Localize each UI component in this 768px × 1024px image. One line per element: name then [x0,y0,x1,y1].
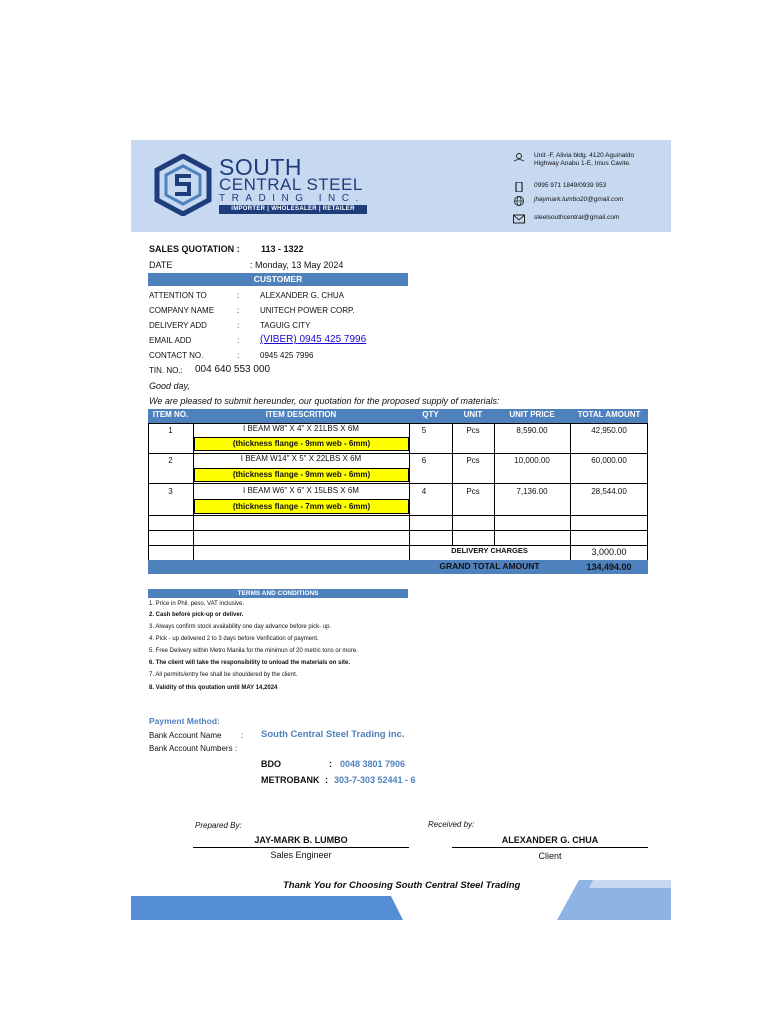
item-no: 3 [168,487,173,496]
company-logo [153,154,213,216]
contact-no-value: 0945 425 7996 [260,351,314,360]
customer-block [149,291,409,363]
item-description: I BEAM W14" X 5" X 22LBS X 6M [240,454,362,463]
item-total: 28,544.00 [591,487,627,496]
item-description: I BEAM W6" X 6" X 15LBS X 6M [243,486,359,495]
item-unit-price: 8,590.00 [516,426,548,435]
items-table-header [148,409,648,423]
customer-header: CUSTOMER [148,273,408,286]
term-item: 7. All permits/entry fee shall be shouldered by the client. [149,672,298,678]
company-tagline: IMPORTER | WHOLESALER | RETAILER [219,205,367,214]
grand-total-label: GRAND TOTAL AMOUNT [439,561,540,571]
letterhead [131,140,671,232]
item-qty: 4 [421,487,427,496]
item-note: (thickness flange - 7mm web - 6mm) [194,499,409,514]
term-item: 2. Cash before pick-up or deliver. [149,612,244,618]
web-text: jhaymark.lumbo20@gmail.com [534,196,624,203]
intro-text: We are pleased to submit hereunder, our quotation for the proposed supply of materials: [149,396,500,406]
date-label: DATE [149,260,173,270]
item-qty: 5 [421,426,427,435]
email-add-sep: : [237,336,240,345]
item-note: (thickness flange - 9mm web - 6mm) [194,437,409,451]
company-value: UNITECH POWER CORP. [260,306,355,315]
item-total: 60,000.00 [591,456,627,465]
bank-account-name-sep: : [241,731,244,740]
prepared-by-label: Prepared By: [195,821,242,830]
bank-metrobank: METROBANK [261,775,320,785]
address-text: Unit -F, Alivia bldg. 4120 Aguinaldo Highway Anabu 1-E, Imus Cavite. [534,152,635,167]
company-name-line2: CENTRAL STEEL [219,175,363,194]
tin-label: TIN. NO.: [149,366,183,375]
received-by-label: Received by: [428,820,475,829]
attention-label: ATTENTION TO [149,291,207,300]
thank-you-text: Thank You for Choosing South Central Steel Trading [283,880,521,891]
mobile-phone-icon [513,182,525,192]
term-item: 3. Always confirm stock availability one day advance before pick- up. [149,624,332,630]
received-by-title: Client [538,851,562,861]
company-name-line3: TRADING INC. [219,193,365,204]
viber-link[interactable]: (VIBER) 0945 425 7996 [260,334,367,345]
col-item-no: ITEM NO. [152,410,189,419]
tin-value: 004 640 553 000 [195,364,271,375]
email-text: steelsouthcentral@gmail.com [534,214,620,221]
item-unit: Pcs [466,456,480,465]
delivery-add-value: TAGUIG CITY [260,321,311,330]
company-label: COMPANY NAME [149,306,215,315]
item-total: 42,950.00 [591,426,627,435]
item-description: I BEAM W8" X 4" X 21LBS X 6M [243,424,359,433]
item-no: 1 [168,426,173,435]
bank-account-name: South Central Steel Trading inc. [261,729,405,740]
location-pin-icon [513,152,525,162]
col-description: ITEM DESCRITION [265,410,337,419]
bank-account-numbers-label: Bank Account Numbers : [149,744,238,753]
contact-no-sep: : [237,351,240,360]
col-unit: UNIT [463,410,483,419]
payment-method-title: Payment Method: [149,716,220,726]
bank-bdo: BDO [261,759,281,769]
envelope-icon [513,214,525,224]
received-signature-line [452,847,648,848]
items-table [148,423,648,560]
received-by-name: ALEXANDER G. CHUA [501,835,599,845]
term-item: 6. The client will take the responsibility to unload the materials on site. [149,660,351,666]
company-name-line1: SOUTH [219,154,302,180]
globe-icon [513,196,525,206]
delivery-charges-label: DELIVERY CHARGES [451,546,528,555]
term-item: 4. Pick - up delivered 2 to 3 days before Verification of payment. [149,636,319,642]
mobile-text: 0995 971 1849/0939 953 [534,182,607,189]
item-unit: Pcs [466,426,480,435]
item-unit-price: 10,000.00 [514,456,550,465]
term-item: 8. Validity of this qoutation until MAY 14,2024 [149,685,278,691]
quotation-number-label: SALES QUOTATION : [149,244,240,254]
delivery-add-label: DELIVERY ADD [149,321,207,330]
col-total-amount: TOTAL AMOUNT [577,410,641,419]
terms-header: TERMS AND CONDITIONS [148,589,408,598]
bank-bdo-sep: : [329,759,332,769]
attention-sep: : [237,291,240,300]
prepared-by-title: Sales Engineer [270,850,332,860]
term-item: 5. Free Delivery within Metro Manila for the minimun of 20 metric tons or more. [149,648,358,654]
email-add-label: EMAIL ADD [149,336,192,345]
delivery-charges-value: 3,000.00 [591,547,627,557]
item-unit: Pcs [466,487,480,496]
date-value: : Monday, 13 May 2024 [250,260,344,270]
item-note: (thickness flange - 9mm web - 6mm) [194,468,409,482]
attention-value: ALEXANDER G. CHUA [260,291,345,300]
grand-total-value: 134,494.00 [586,562,632,572]
bank-bdo-number: 0048 3801 7906 [340,759,406,769]
greeting: Good day, [149,381,190,391]
company-sep: : [237,306,240,315]
col-qty: QTY [422,410,439,419]
col-unit-price: UNIT PRICE [509,410,555,419]
bank-metrobank-number: 303-7-303 52441 - 6 [334,775,416,785]
item-qty: 6 [421,456,427,465]
item-unit-price: 7,136.00 [516,487,548,496]
term-item: 1. Price in Phil. peso, VAT inclusive. [149,601,245,607]
quotation-number: 113 - 1322 [261,244,304,254]
delivery-add-sep: : [237,321,240,330]
grand-total-bar [148,560,648,574]
prepared-signature-line [193,847,409,848]
prepared-by-name: JAY-MARK B. LUMBO [254,835,348,845]
footer-stripes [131,878,671,920]
contact-no-label: CONTACT NO. [149,351,204,360]
bank-metrobank-sep: : [325,775,328,785]
item-no: 2 [168,456,173,465]
bank-account-name-label: Bank Account Name [149,731,222,740]
